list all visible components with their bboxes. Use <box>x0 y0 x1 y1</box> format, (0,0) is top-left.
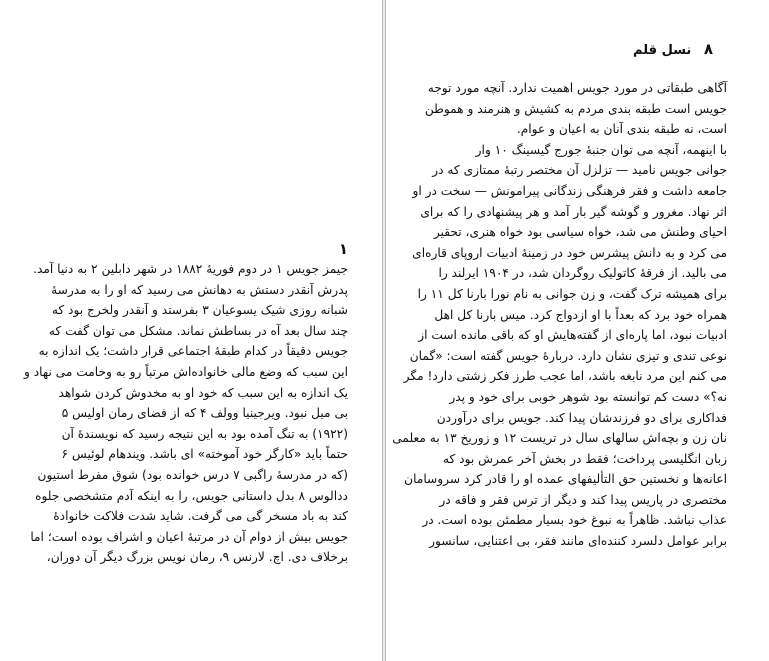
text-line: ادبیات نبود، اما پاره‌ای از گفته‌هایش او که باقی مانده است از <box>418 328 727 343</box>
text-line: جویس است طبقه بندی مردم به کشیش و هنرمند و هموطن <box>424 101 727 116</box>
right-page <box>385 0 769 661</box>
text-line: اثر نهاد. مغرور و گوشه گیر بار آمد و هر پیشنهادی را که برای <box>420 204 727 219</box>
page-number: ۸ <box>703 40 713 58</box>
text-line: ددالوس ۸ بدل داستانی جویس، را به اینکه آدم متشخصی جلوه <box>35 488 348 503</box>
text-line: همراه خود برد که بعداً با او ازدواج کرد. میس بارنا کل اهل <box>434 307 727 322</box>
text-line: برابر عوامل دلسرد کننده‌ای مانند فقر، بی اعتنایی، سانسور <box>429 534 727 549</box>
text-line: جیمز جویس ۱ در دوم فوریهٔ ۱۸۸۲ در شهر دابلین ۲ به دنیا آمد. <box>33 262 348 276</box>
text-line: (۱۹۲۲) به تنگ آمده بود به این نتیجه رسید که نویسندهٔ آن <box>61 426 348 441</box>
page-header <box>432 40 713 62</box>
text-line: با اینهمه، آنچه می توان جنبهٔ جورج گیسینگ ۱۰ وار <box>475 142 727 157</box>
text-line: جویس دقیقاً در کدام طبقهٔ اجتماعی قرار داشت؛ یک اندازه به <box>38 344 348 359</box>
text-line: می کنم این مرد نابغه باشد، اما عجب طرز فکر زشتی دارد! مگر <box>403 369 727 384</box>
left-page <box>0 0 383 661</box>
text-line: زبان انگلیسی پرداخت؛ فقط در بخش آخر عمرش بود که <box>442 451 727 466</box>
text-line: می بالید. از فرقهٔ کاتولیک روگردان شد، در ۱۹۰۴ ایرلند را <box>438 266 727 281</box>
text-line: اعانه‌ها و نخستین حق التألیفهای عمده او را قادر کرد سروسامان <box>404 472 727 487</box>
left-page-body <box>23 259 348 568</box>
text-line: می کرد و به دانش پیشرس خود در زمینهٔ ادبیات اروپای قاره‌ای <box>412 245 727 260</box>
text-line: حتماً باید «کارگر خود آموخته» ای باشد. ویندهام لوئیس ۶ <box>61 447 348 462</box>
running-head: نسل قلم <box>633 43 692 58</box>
text-line: جوانی جویس نامید — تزلزل آن مختصر رتبهٔ ممتازی که در <box>432 163 727 178</box>
text-line: عذاب نباشد. ظاهراً به نبوغ خود بسیار مطمئن بوده است. در <box>422 513 727 528</box>
text-line: برخلاف دی. اچ. لارنس ۹، رمان نویس بزرگ دیگر آن دوران، <box>46 550 348 565</box>
text-line: جویس بیش از دوام آن در مرتبهٔ اعیان و اشراف بوده است؛ اما <box>30 529 348 544</box>
text-line: فداکاری برای دو فرزندشان پیدا کند. جویس برای درآوردن <box>436 410 727 425</box>
text-line: نوعی تندی و تیزی نشان دارد. دربارهٔ جویس گفته است: «گمان <box>409 348 727 363</box>
text-line: برای همیشه ترک گفت، و زن جوانی به نام نورا بارنا کل ۱۱ را <box>417 286 727 301</box>
text-line: جامعه داشت و فقر فرهنگی زندگانی پیرامونش — سخت در او <box>412 183 727 198</box>
text-line: (که در مدرسهٔ راگبی ۷ درس خوانده بود) شوق مفرط استیون <box>37 467 348 482</box>
text-line: بی میل نبود. ویرجینیا وولف ۴ که از فضای رمان اولیس ۵ <box>61 406 348 421</box>
text-line: احیای وطنش می شد، خواه سیاسی بود خواه هنری، تحقیر <box>433 225 727 240</box>
text-line: آگاهی طبقاتی در مورد جویس اهمیت ندارد. آنچه مورد توجه <box>427 81 727 95</box>
text-line: یک اندازه به این سبب که خود او به مخدوش کردن شواهد <box>58 385 348 400</box>
chapter-number: ۱ <box>338 240 348 258</box>
text-line: نان زن و بچه‌اش سالهای سال در تریست ۱۲ و زوریخ ۱۳ به معلمی <box>392 431 727 446</box>
text-line: شبانه روزی شیک یسوعیان ۳ بفرستد و آنقدر ولخرج بود که <box>51 303 348 318</box>
right-page-body <box>392 78 727 552</box>
text-line: نه؟» دست کم توانسته بود شوهر خوبی برای خود و پدر <box>449 389 727 404</box>
text-line: این سبب که وضع مالی خانواده‌اش مرتباً رو به وخامت می نهاد و <box>23 364 348 379</box>
text-line: کند به باد مسخر گی می گرفت. شاید شدت فلاکت خانوادهٔ <box>53 509 348 524</box>
text-line: است، نه طبقه بندی آنان به اعیان و عوام. <box>516 122 727 137</box>
text-line: پدرش آنقدر دستش به دهانش می رسید که او را به مدرسهٔ <box>51 282 348 297</box>
text-line: مختصری در پاریس پیدا کند و دیگر از ترس فقر و فاقه در <box>439 492 727 507</box>
text-line: چند سال بعد آه در بساطش نماند. مشکل می توان گفت که <box>48 323 348 338</box>
